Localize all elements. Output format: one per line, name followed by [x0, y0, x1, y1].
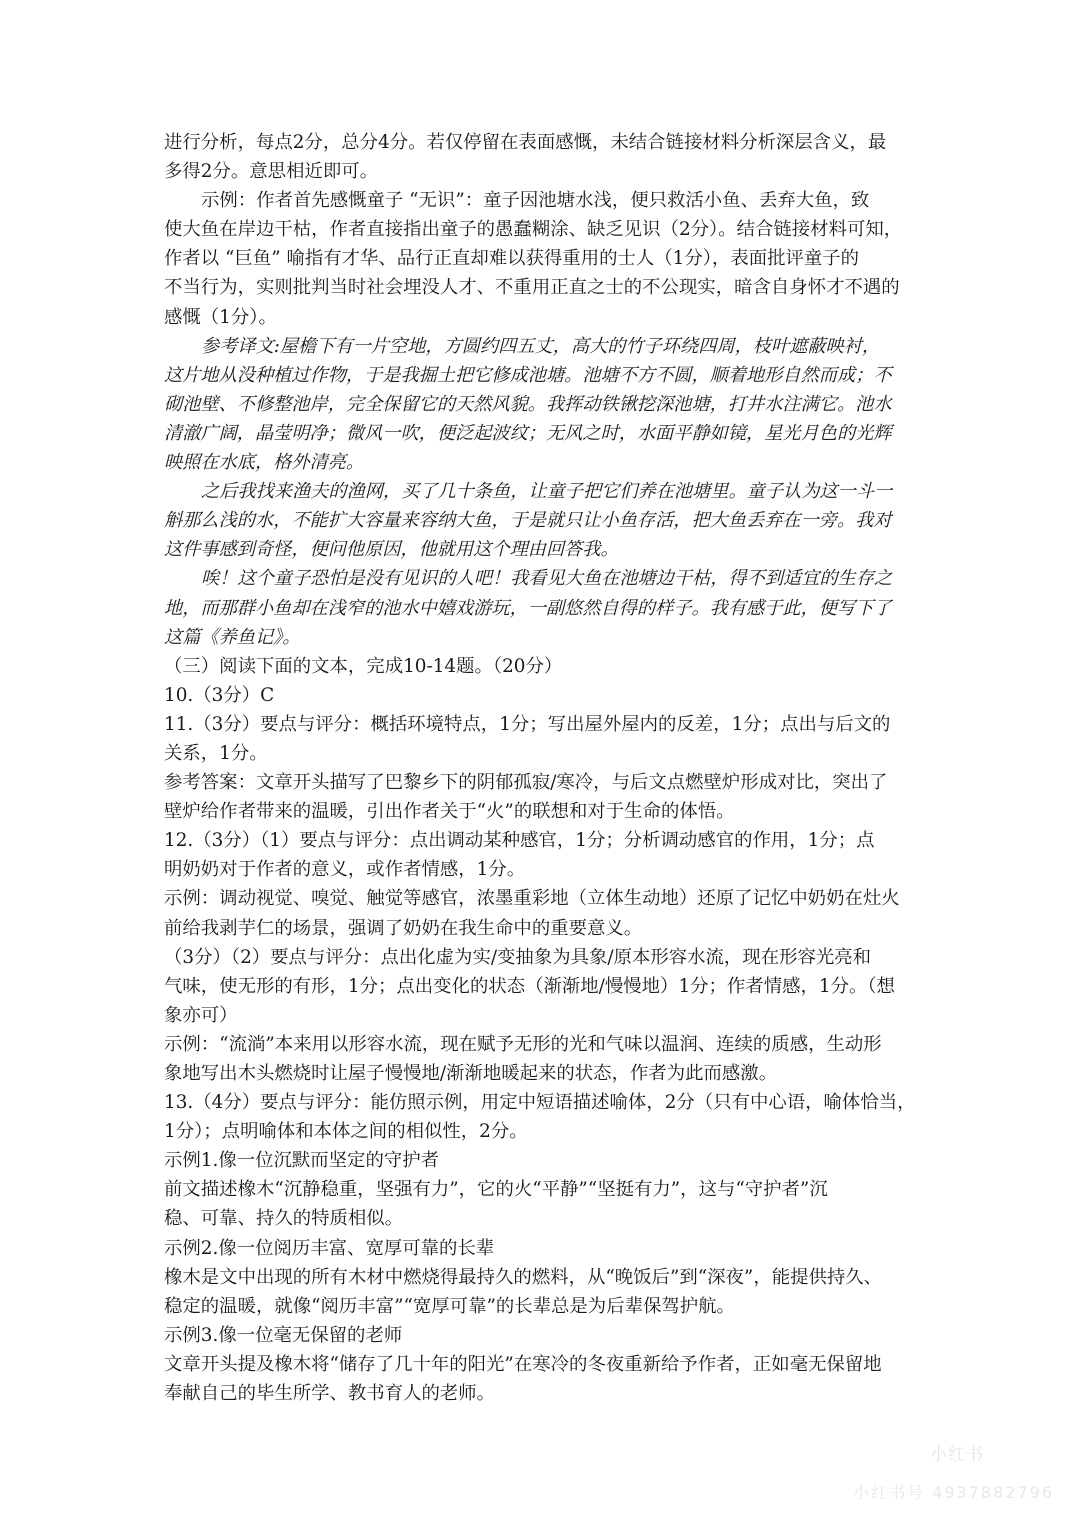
text-line: 示例：调动视觉、嗅觉、触觉等感官，浓墨重彩地（立体生动地）还原了记忆中奶奶在灶火 — [164, 888, 900, 910]
text-line: 示例2.像一位阅历丰富、宽厚可靠的长辈 — [164, 1237, 495, 1259]
text-line: 12.（3分）（1）要点与评分：点出调动某种感官，1分；分析调动感官的作用，1分；点 — [164, 830, 875, 852]
text-line: 13.（4分）要点与评分：能仿照示例，用定中短语描述喻体，2分（只有中心语，喻体恰当， — [164, 1092, 916, 1114]
watermark-logo: 小红书 — [930, 1445, 984, 1465]
text-line: 感慨（1分）。 — [164, 306, 277, 328]
answer-document — [164, 128, 930, 1408]
text-line: 唉！这个童子恐怕是没有见识的人吧！我看见大鱼在池塘边干枯，得不到适宜的生存之 — [201, 568, 893, 590]
text-line: 稳、可靠、持久的特质相似。 — [164, 1208, 404, 1230]
text-line: 映照在水底，格外清亮。 — [164, 452, 365, 474]
text-line: 前文描述橡木“沉静稳重，坚强有力”，它的火“平静”“坚挺有力”，这与“守护者”沉 — [164, 1179, 828, 1201]
text-line: 文章开头提及橡木将“储存了几十年的阳光”在寒冷的冬夜重新给予作者，正如毫无保留地 — [164, 1353, 882, 1375]
text-line: 示例：作者首先感慨童子 “无识”：童子因池塘水浅，便只救活小鱼、丢弃大鱼，致 — [201, 190, 870, 212]
text-line: 象亦可） — [164, 1004, 238, 1026]
text-line: 象地写出木头燃烧时让屋子慢慢地/渐渐地暖起来的状态，作者为此而感激。 — [164, 1063, 778, 1084]
text-line: 作者以 “巨鱼” 喻指有才华、品行正直却难以获得重用的士人（1分），表面批评童子的 — [164, 248, 860, 270]
text-line: 奉献自己的毕生所学、教书育人的老师。 — [164, 1383, 496, 1405]
text-line: 使大鱼在岸边干枯，作者直接指出童子的愚蠢糊涂、缺乏见识（2分）。结合链接材料可知， — [164, 219, 903, 241]
text-line: 气味，使无形的有形，1分；点出变化的状态（渐渐地/慢慢地）1分；作者情感，1分。（想 — [164, 975, 895, 997]
text-line: 稳定的温暖，就像“阅历丰富”“宽厚可靠”的长辈总是为后辈保驾护航。 — [164, 1295, 735, 1317]
text-line: 参考译文:屋檐下有一片空地，方圆约四五丈，高大的竹子环绕四周，枝叶遮蔽映衬， — [201, 335, 881, 357]
text-line: 明奶奶对于作者的意义，或作者情感，1分。 — [164, 859, 526, 881]
text-line: 清澈广阔，晶莹明净；微风一吹，便泛起波纹；无风之时，水面平静如镜，星光月色的光辉 — [164, 422, 892, 444]
text-line: 这篇《养鱼记》。 — [164, 626, 301, 648]
text-line: 1分）；点明喻体和本体之间的相似性，2分。 — [164, 1121, 528, 1143]
text-line: 斛那么浅的水，不能扩大容量来容纳大鱼，于是就只让小鱼存活，把大鱼丢弃在一旁。我对 — [164, 510, 892, 532]
text-line: 橡木是文中出现的所有木材中燃烧得最持久的燃料，从“晚饭后”到“深夜”，能提供持久、 — [164, 1266, 883, 1288]
text-line: 示例1.像一位沉默而坚定的守护者 — [164, 1150, 440, 1172]
text-line: 多得2分。意思相近即可。 — [164, 161, 378, 183]
text-line: 关系，1分。 — [164, 742, 268, 764]
text-line: 壁炉给作者带来的温暖，引出作者关于“火”的联想和对于生命的体悟。 — [164, 801, 735, 823]
text-line: 示例：“流淌”本来用以形容水流，现在赋予无形的光和气味以温润、连续的质感，生动形 — [164, 1033, 882, 1055]
text-line: 之后我找来渔夫的渔网，买了几十条鱼，让童子把它们养在池塘里。童子认为这一斗一 — [201, 481, 893, 503]
text-line: （三）阅读下面的文本，完成10-14题。（20分） — [164, 655, 563, 677]
text-line: （3分）（2）要点与评分：点出化虚为实/变抽象为具象/原本形容水流，现在形容光亮和 — [164, 946, 872, 968]
text-line: 前给我剥芋仁的场景，强调了奶奶在我生命中的重要意义。 — [164, 917, 643, 939]
text-line: 砌池壁、不修整池岸，完全保留它的天然风貌。我挥动铁锹挖深池塘，打井水注满它。池水 — [164, 393, 892, 415]
text-line: 参考答案：文章开头描写了巴黎乡下的阴郁孤寂/寒冷，与后文点燃壁炉形成对比，突出了 — [164, 772, 888, 794]
text-line: 不当行为，实则批判当时社会埋没人才、不重用正直之士的不公现实，暗含自身怀才不遇的 — [164, 277, 900, 299]
text-line: 这件事感到奇怪，便问他原因，他就用这个理由回答我。 — [164, 539, 619, 561]
watermark-id: 小红书号 4937882796 — [853, 1483, 1054, 1502]
text-line: 示例3.像一位毫无保留的老师 — [164, 1324, 403, 1346]
text-line: 这片地从没种植过作物，于是我掘土把它修成池塘。池塘不方不圆，顺着地形自然而成；不 — [164, 364, 892, 386]
text-line: 11.（3分）要点与评分：概括环境特点，1分；写出屋外屋内的反差，1分；点出与后文的 — [164, 713, 891, 735]
text-line: 10.（3分）C — [164, 684, 275, 706]
text-line: 地，而那群小鱼却在浅窄的池水中嬉戏游玩，一副悠然自得的样子。我有感于此，便写下了 — [164, 597, 892, 619]
text-line: 进行分析，每点2分，总分4分。若仅停留在表面感慨，未结合链接材料分析深层含义，最 — [164, 132, 887, 153]
